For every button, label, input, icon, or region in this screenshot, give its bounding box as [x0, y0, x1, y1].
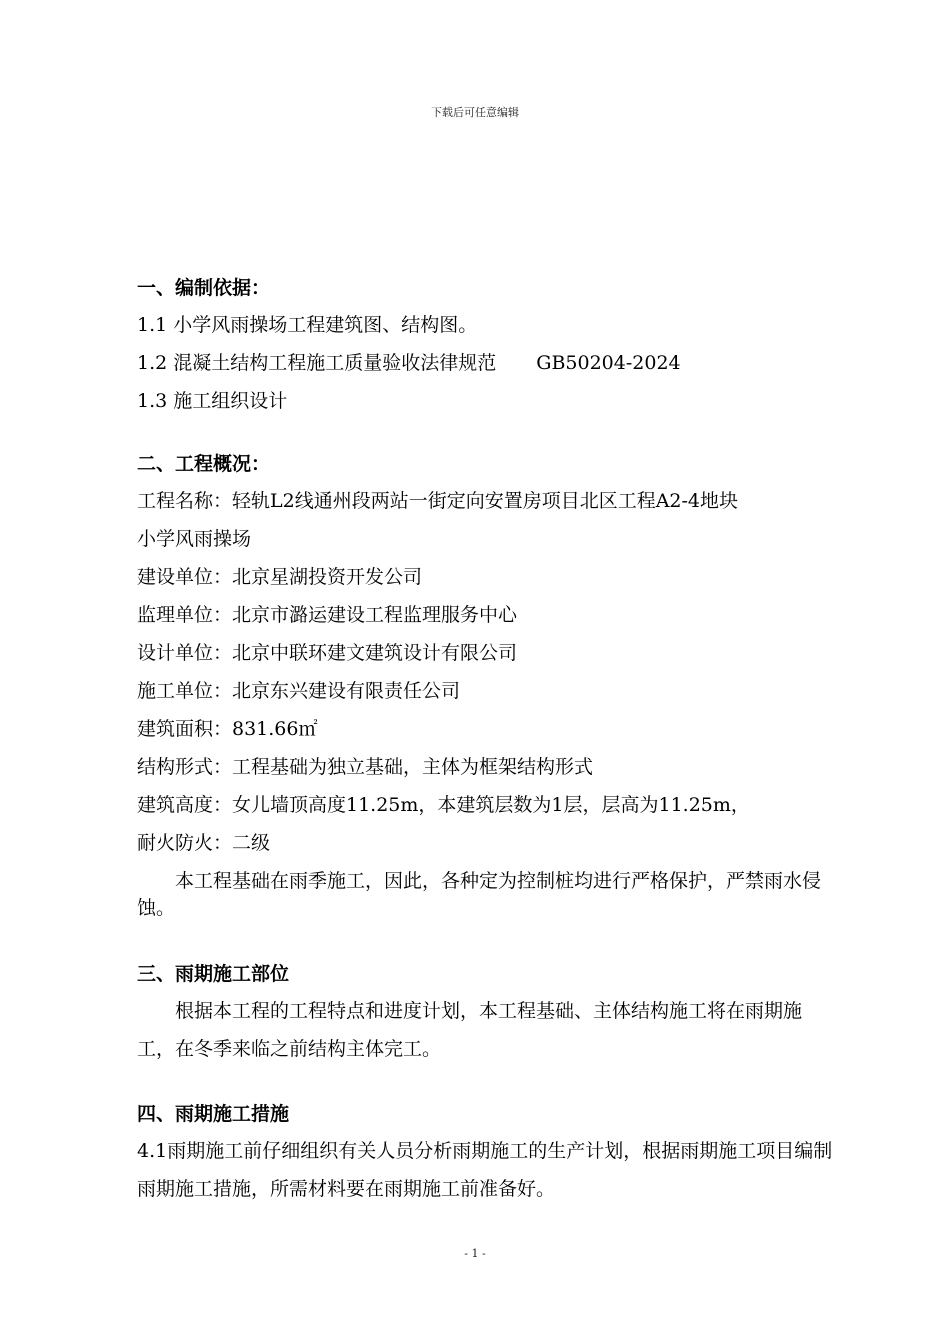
- section-1-title: 一、编制依据：: [137, 277, 271, 299]
- basis-item-2: [137, 344, 837, 382]
- page-header: 下载后可任意编辑: [431, 106, 519, 119]
- document-body: [137, 270, 837, 1208]
- basis-item-3: 1.3 施工组织设计: [137, 390, 288, 412]
- building-height: 建筑高度：女儿墙顶高度11.25m，本建筑层数为1层，层高为11.25m，: [137, 794, 750, 816]
- design-unit: 设计单位：北京中联环建文建筑设计有限公司: [137, 642, 518, 664]
- project-name-line-1: 工程名称：轻轨L2线通州段两站一街定向安置房项目北区工程A2-4地块: [137, 490, 739, 512]
- basis-item-2-text: 1.2 混凝土结构工程施工质量验收法律规范: [137, 352, 497, 374]
- section-3-title: 三、雨期施工部位: [137, 963, 290, 985]
- standard-code: GB50204-2024: [536, 352, 681, 374]
- project-name-line-2: 小学风雨操场: [137, 528, 252, 550]
- foundation-note: 本工程基础在雨季施工，因此，各种定为控制桩均进行严格保护，严禁雨水侵蚀。: [137, 870, 822, 919]
- construction-unit: 施工单位：北京东兴建设有限责任公司: [137, 680, 461, 702]
- rainy-season-parts-text: 根据本工程的工程特点和进度计划，本工程基础、主体结构施工将在雨期施工，在冬季来临之前结构主体完工。: [137, 1000, 803, 1060]
- fire-rating: 耐火防火：二级: [137, 832, 271, 854]
- supervisor-unit: 监理单位：北京市潞运建设工程监理服务中心: [137, 604, 518, 626]
- section-4-title: 四、雨期施工措施: [137, 1103, 290, 1125]
- page-number: - 1 -: [464, 1247, 486, 1260]
- section-2-title: 二、工程概况：: [137, 453, 271, 475]
- owner-unit: 建设单位：北京星湖投资开发公司: [137, 566, 423, 588]
- basis-item-1: 1.1 小学风雨操场工程建筑图、结构图。: [137, 314, 478, 336]
- rainy-season-measures-text: 4.1雨期施工前仔细组织有关人员分析雨期施工的生产计划，根据雨期施工项目编制雨期施工措施，所需材料要在雨期施工前准备好。: [137, 1140, 833, 1200]
- structure-form: 结构形式：工程基础为独立基础，主体为框架结构形式: [137, 756, 594, 778]
- building-area: 建筑面积：831.66㎡: [137, 718, 318, 740]
